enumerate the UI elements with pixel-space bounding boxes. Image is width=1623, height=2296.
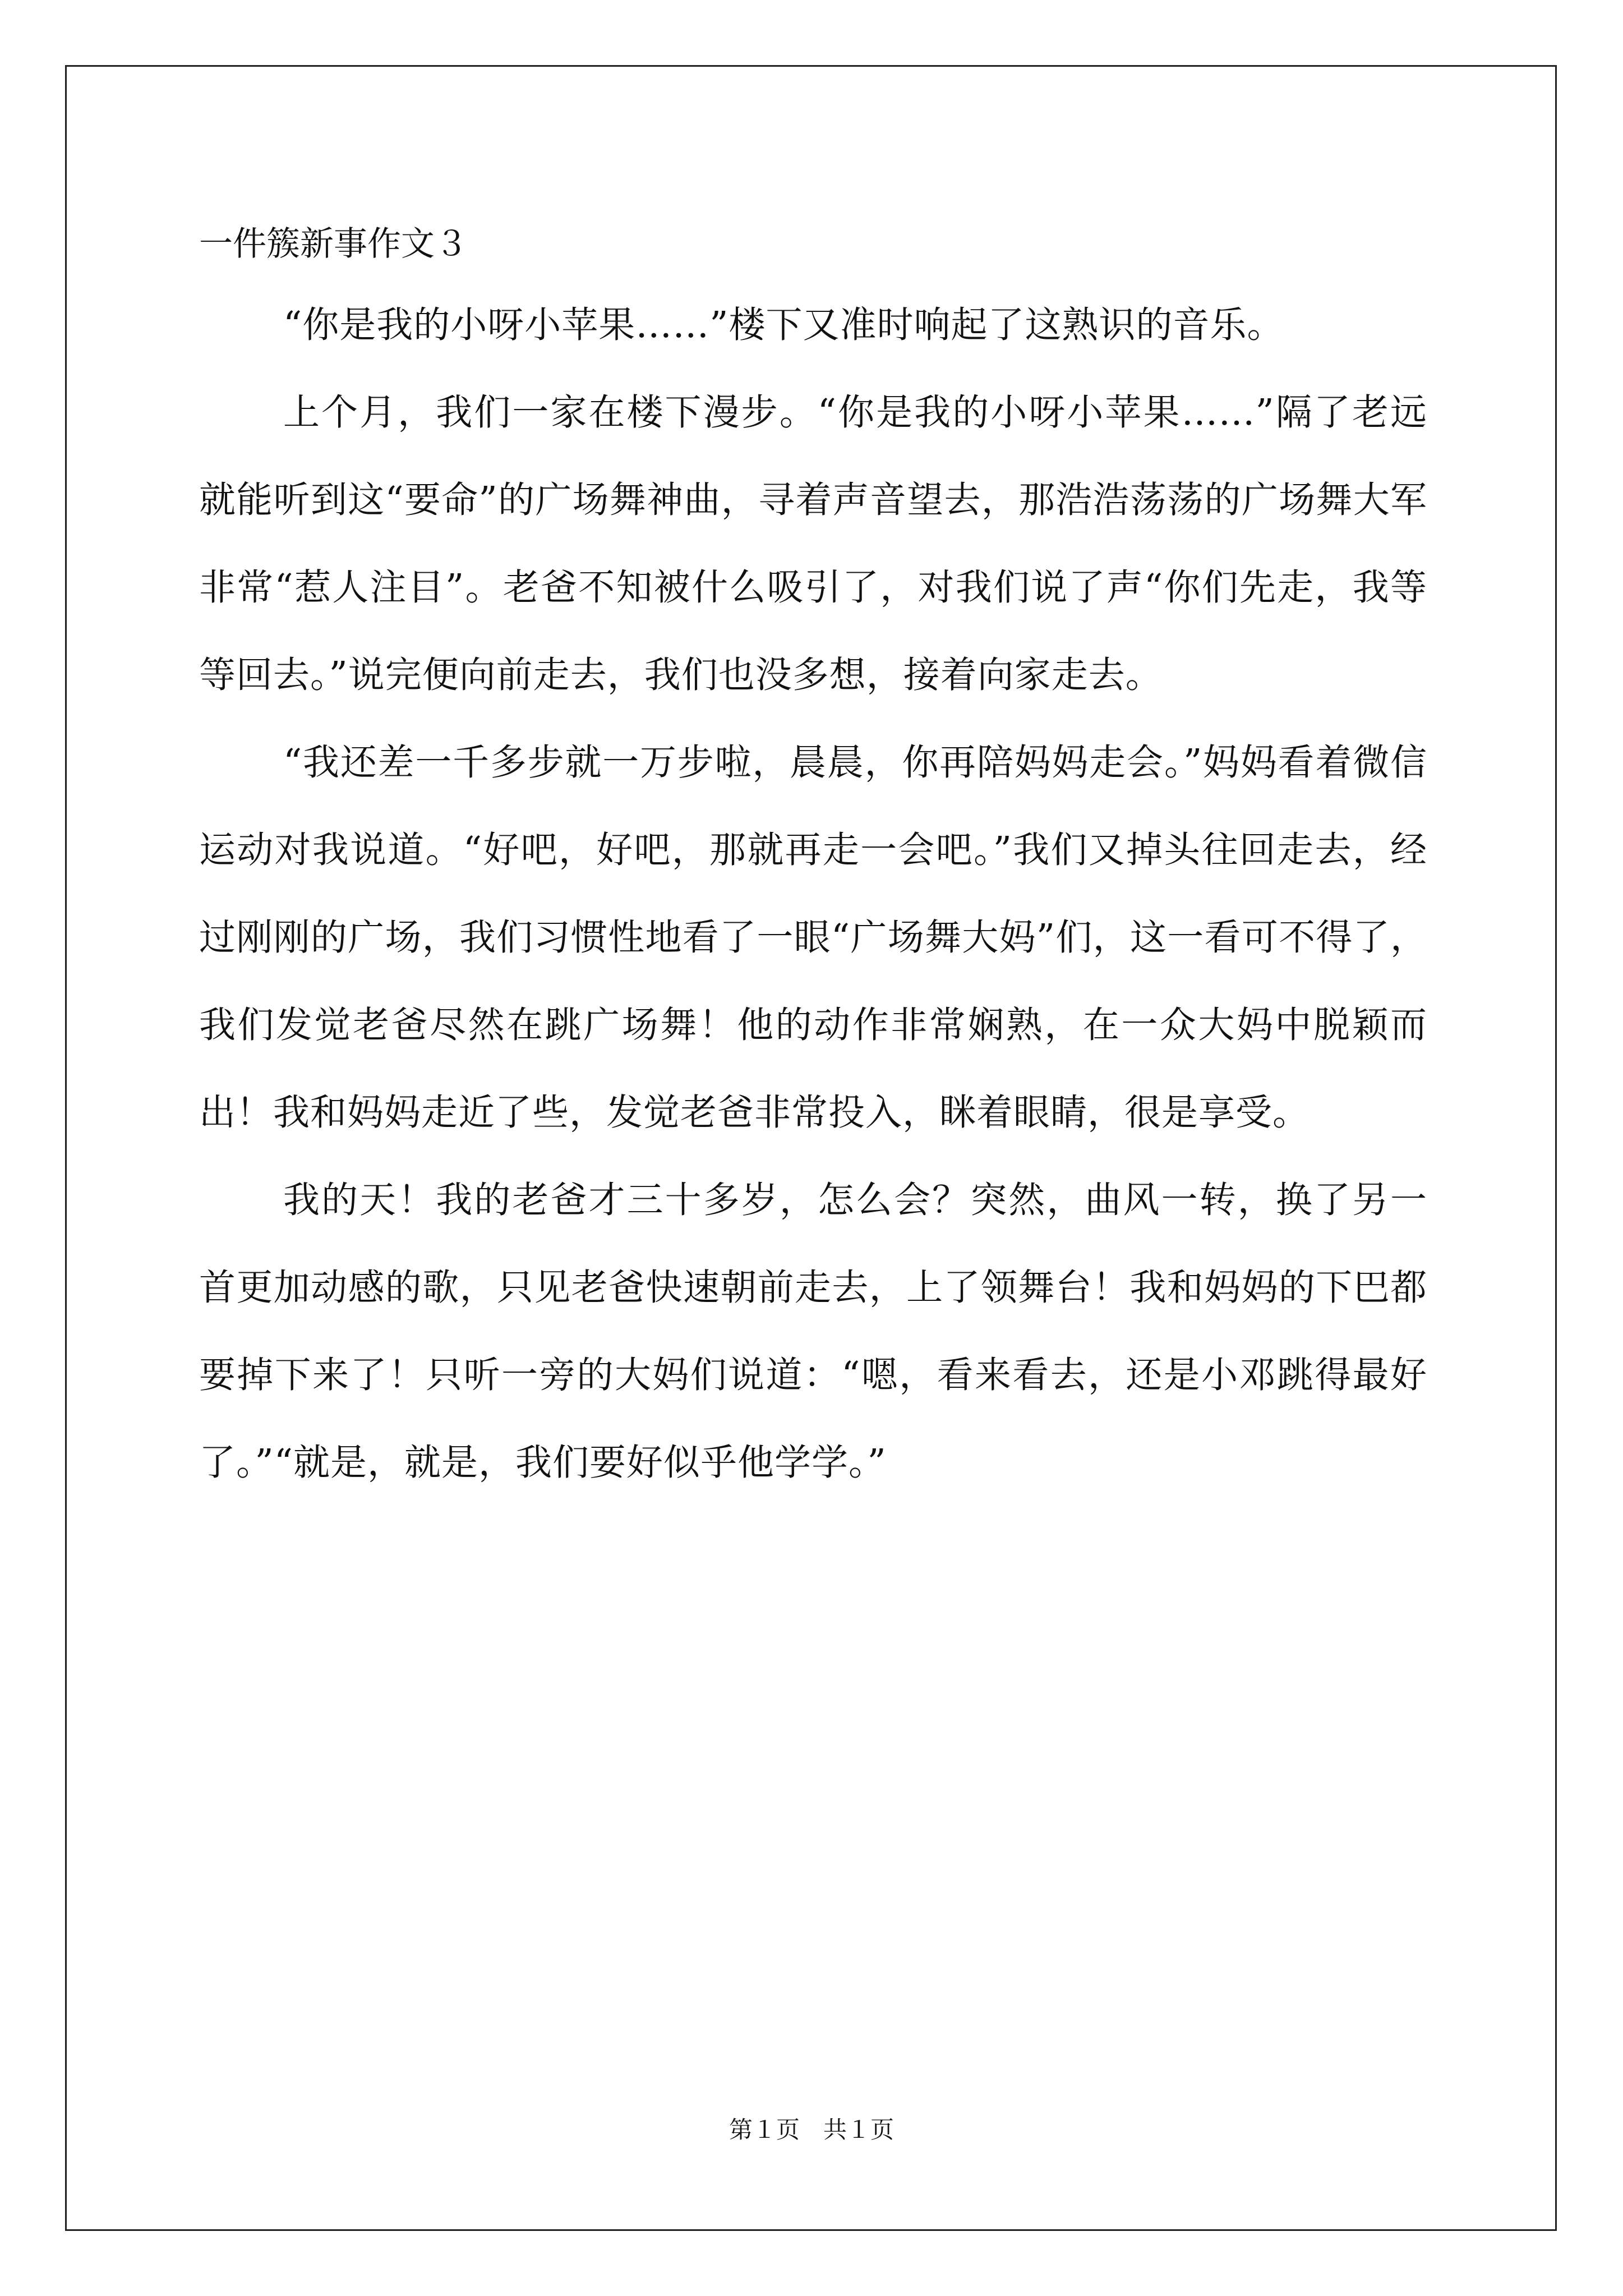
- page-number-footer: 第１页 共１页: [728, 2116, 894, 2143]
- paragraph-2: 上个月，我们一家在楼下漫步。“你是我的小呀小苹果……”隔了老远就能听到这“要命”的广场舞神曲，寻着声音望去，那浩浩荡荡的广场舞大军非常“惹人注目”。老爸不知被什么吸引了，对我们说了声“你们先走，我等等回去。”说完便向前走去，我们也没多想，接着向家走去。: [199, 392, 1427, 696]
- paragraph-1: “你是我的小呀小苹果……”楼下又准时响起了这熟识的音乐。: [283, 304, 1284, 346]
- document-title: 一件簇新事作文３: [199, 224, 468, 264]
- paragraph-3: “我还差一千多步就一万步啦，晨晨，你再陪妈妈走会。”妈妈看着微信运动对我说道。“好吧，好吧，那就再走一会吧。”我们又掉头往回走去，经过刚刚的广场，我们习惯性地看了一眼“广场舞大妈”们，这一看可不得了，我们发觉老爸尽然在跳广场舞！他的动作非常娴熟，在一众大妈中脱颖而出！我和妈妈走近了些，发觉老爸非常投入，眯着眼睛，很是享受。: [199, 742, 1427, 1134]
- document-body: [199, 282, 1427, 1507]
- paragraph-4: 我的天！我的老爸才三十多岁，怎么会？突然，曲风一转，换了另一首更加动感的歌，只见老爸快速朝前走去，上了领舞台！我和妈妈的下巴都要掉下来了！只听一旁的大妈们说道：“嗯，看来看去，还是小邓跳得最好了。”“就是，就是，我们要好似乎他学学。”: [199, 1179, 1427, 1484]
